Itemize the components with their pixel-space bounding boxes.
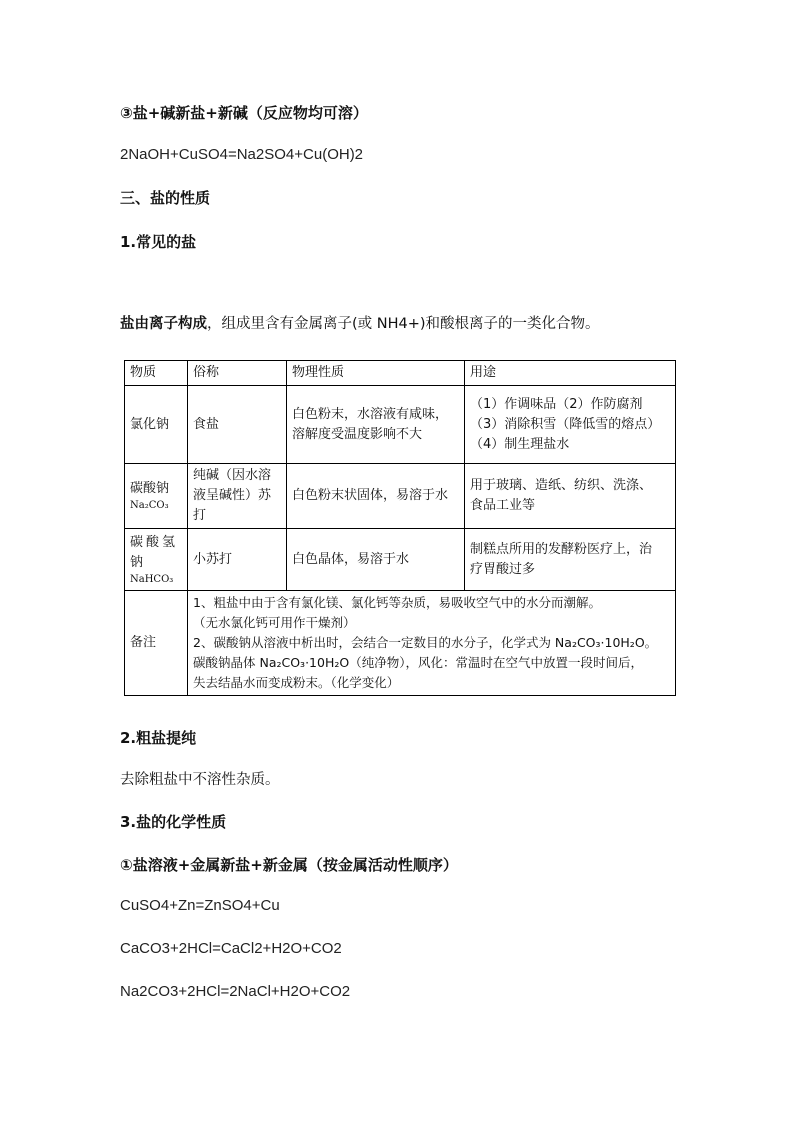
equation-na2co3-hcl: Na2CO3+2HCl=2NaCl+H2O+CO2 xyxy=(120,983,351,1000)
section-salt-properties-title: 三、盐的性质 xyxy=(120,189,211,207)
cell-nacl-alias: 食盐 xyxy=(188,386,287,464)
subsection-chemical-properties-title: 3.盐的化学性质 xyxy=(120,813,227,831)
salt-metal-reaction-heading: ①盐溶液+金属新盐+新金属（按金属活动性顺序） xyxy=(120,856,458,874)
cell-text-line: 打 xyxy=(193,508,207,523)
header-use: 用途 xyxy=(465,361,676,386)
cell-note-content xyxy=(188,591,676,696)
salt-properties-table xyxy=(124,360,676,696)
table-row xyxy=(125,529,676,591)
cell-nahco3-physical: 白色晶体，易溶于水 xyxy=(287,529,465,591)
table-row xyxy=(125,464,676,529)
note-line: 2、碳酸钠从溶液中析出时，会结合一定数目的水分子，化学式为 Na₂CO₃·10H₂O。 xyxy=(193,635,658,650)
cell-nahco3-alias: 小苏打 xyxy=(188,529,287,591)
note-line: 失去结晶水而变成粉末。（化学变化） xyxy=(193,675,400,690)
subsection-common-salt-title: 1.常见的盐 xyxy=(120,233,197,251)
cell-nacl-name: 氯化钠 xyxy=(125,386,188,464)
purify-description: 去除粗盐中不溶性杂质。 xyxy=(120,772,280,788)
salt-base-reaction-heading: ③盐+碱新盐+新碱（反应物均可溶） xyxy=(120,104,368,122)
note-line: （无水氯化钙可用作干燥剂） xyxy=(193,615,356,630)
salt-definition xyxy=(120,312,600,333)
cell-nahco3-use xyxy=(465,529,676,591)
subsection-purify-title: 2.粗盐提纯 xyxy=(120,729,197,747)
cell-nacl-use xyxy=(465,386,676,464)
header-substance: 物质 xyxy=(125,361,188,386)
cell-formula: NaHCO₃ xyxy=(130,573,174,585)
table-row xyxy=(125,386,676,464)
cell-text-line: 钠 xyxy=(130,554,144,570)
table-row xyxy=(125,591,676,696)
header-physical-property: 物理性质 xyxy=(287,361,465,386)
cell-text-line: 溶解度受温度影响不大 xyxy=(292,426,423,442)
cell-text-line: 食品工业等 xyxy=(470,498,536,513)
cell-na2co3-name xyxy=(125,464,188,529)
cell-nahco3-name xyxy=(125,529,188,591)
cell-na2co3-use xyxy=(465,464,676,529)
cell-text-line: （1）作调味品（2）作防腐剂 xyxy=(470,396,643,412)
cell-text-line: 用于玻璃、造纸、纺织、洗涤、 xyxy=(470,478,653,493)
salt-definition-bold: 盐由离子构成 xyxy=(120,316,207,332)
cell-text-line: （3）消除积雪（降低雪的熔点） xyxy=(470,416,661,432)
cell-na2co3-physical: 白色粉末状固体，易溶于水 xyxy=(287,464,465,529)
table-header-row xyxy=(125,361,676,386)
header-common-name: 俗称 xyxy=(188,361,287,386)
equation-cuso4-zn: CuSO4+Zn=ZnSO4+Cu xyxy=(120,897,280,914)
equation-naoh-cuso4: 2NaOH+CuSO4=Na2SO4+Cu(OH)2 xyxy=(120,146,364,163)
cell-text-line: 疗胃酸过多 xyxy=(470,561,536,577)
equation-caco3-hcl: CaCO3+2HCl=CaCl2+H2O+CO2 xyxy=(120,940,342,957)
cell-note-label: 备注 xyxy=(125,591,188,696)
note-line: 1、粗盐中由于含有氯化镁、氯化钙等杂质，易吸收空气中的水分而潮解。 xyxy=(193,595,601,610)
cell-text-line: 液呈碱性）苏 xyxy=(193,488,272,503)
cell-text-line: （4）制生理盐水 xyxy=(470,436,570,452)
cell-text-line: 碳酸钠 xyxy=(130,481,170,496)
salt-definition-rest: ，组成里含有金属离子(或 NH4+)和酸根离子的一类化合物。 xyxy=(207,316,600,332)
cell-nacl-physical xyxy=(287,386,465,464)
cell-text-line: 制糕点所用的发酵粉医疗上，治 xyxy=(470,541,653,557)
note-line: 碳酸钠晶体 Na₂CO₃·10H₂O（纯净物），风化：常温时在空气中放置一段时间后， xyxy=(193,655,643,670)
cell-formula: Na₂CO₃ xyxy=(130,500,169,511)
cell-text-line: 碳酸氢 xyxy=(130,534,179,550)
cell-text-line: 纯碱（因水溶 xyxy=(193,468,272,483)
cell-text-line: 白色粉末，水溶液有咸味， xyxy=(292,406,449,422)
cell-na2co3-alias xyxy=(188,464,287,529)
